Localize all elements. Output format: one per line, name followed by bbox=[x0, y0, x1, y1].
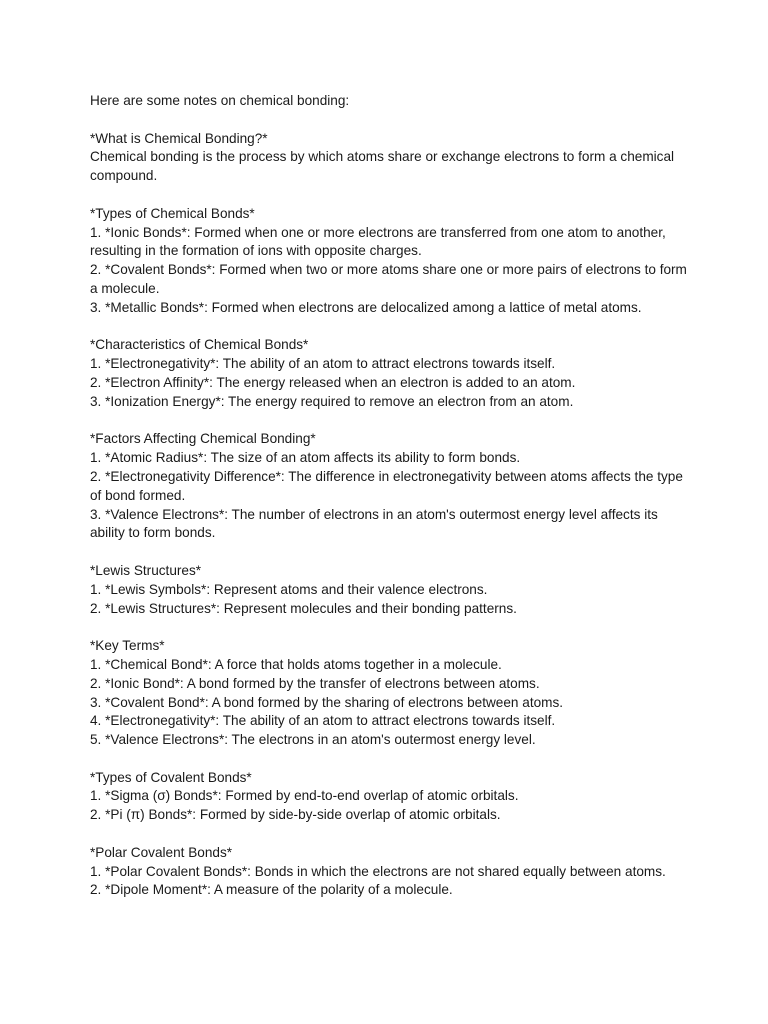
list-item: 2. *Electronegativity Difference*: The difference in electronegativity between atoms affects the type of bond formed. bbox=[90, 468, 683, 503]
list-item: 1. *Electronegativity*: The ability of an atom to attract electrons towards itself. bbox=[90, 356, 556, 372]
list-item: 2. *Covalent Bonds*: Formed when two or more atoms share one or more pairs of electrons to form a molecule. bbox=[90, 262, 687, 296]
document-page bbox=[90, 92, 690, 900]
section-factors-affecting-chemical-bonding bbox=[90, 430, 690, 543]
section-polar-covalent-bonds bbox=[90, 844, 690, 900]
section-key-terms bbox=[90, 637, 690, 750]
list-item: 2. *Dipole Moment*: A measure of the polarity of a molecule. bbox=[90, 882, 453, 898]
list-item: 5. *Valence Electrons*: The electrons in an atom's outermost energy level. bbox=[90, 732, 536, 748]
list-item: 1. *Chemical Bond*: A force that holds atoms together in a molecule. bbox=[90, 656, 502, 672]
section-heading: *Lewis Structures* bbox=[90, 562, 202, 578]
list-item: 1. *Lewis Symbols*: Represent atoms and their valence electrons. bbox=[90, 581, 488, 597]
list-item: 2. *Ionic Bond*: A bond formed by the transfer of electrons between atoms. bbox=[90, 675, 540, 691]
section-lewis-structures bbox=[90, 562, 690, 618]
section-heading: *Characteristics of Chemical Bonds* bbox=[90, 337, 309, 353]
list-item: 2. *Pi (π) Bonds*: Formed by side-by-side overlap of atomic orbitals. bbox=[90, 807, 501, 823]
section-what-is-chemical-bonding bbox=[90, 130, 690, 186]
section-characteristics-of-chemical-bonds bbox=[90, 336, 690, 411]
list-item: 3. *Metallic Bonds*: Formed when electrons are delocalized among a lattice of metal atoms. bbox=[90, 299, 642, 315]
list-item: 1. *Ionic Bonds*: Formed when one or more electrons are transferred from one atom to another, resulting in the formation of ions with opposite charges. bbox=[90, 224, 666, 259]
intro-text: Here are some notes on chemical bonding: bbox=[90, 93, 350, 108]
section-heading: *Key Terms* bbox=[90, 638, 165, 654]
list-item: 3. *Valence Electrons*: The number of electrons in an atom's outermost energy level affects its ability to form bonds. bbox=[90, 506, 658, 541]
section-types-of-covalent-bonds bbox=[90, 769, 690, 825]
list-item: 1. *Polar Covalent Bonds*: Bonds in which the electrons are not shared equally between atoms. bbox=[90, 863, 666, 879]
section-heading: *Types of Covalent Bonds* bbox=[90, 769, 252, 785]
list-item: 2. *Lewis Structures*: Represent molecules and their bonding patterns. bbox=[90, 600, 517, 616]
list-item: 3. *Covalent Bond*: A bond formed by the sharing of electrons between atoms. bbox=[90, 694, 564, 710]
list-item: 1. *Atomic Radius*: The size of an atom affects its ability to form bonds. bbox=[90, 450, 521, 466]
section-heading: *Types of Chemical Bonds* bbox=[90, 205, 255, 221]
section-heading: *Factors Affecting Chemical Bonding* bbox=[90, 431, 316, 447]
section-types-of-chemical-bonds bbox=[90, 205, 690, 318]
list-item: 1. *Sigma (σ) Bonds*: Formed by end-to-end overlap of atomic orbitals. bbox=[90, 788, 519, 804]
list-item: 2. *Electron Affinity*: The energy released when an electron is added to an atom. bbox=[90, 374, 576, 390]
list-item: 4. *Electronegativity*: The ability of an atom to attract electrons towards itself. bbox=[90, 713, 556, 729]
section-heading: *Polar Covalent Bonds* bbox=[90, 844, 233, 860]
section-body: Chemical bonding is the process by which atoms share or exchange electrons to form a chemical compound. bbox=[90, 149, 675, 184]
list-item: 3. *Ionization Energy*: The energy required to remove an electron from an atom. bbox=[90, 393, 574, 409]
section-heading: *What is Chemical Bonding?* bbox=[90, 130, 268, 146]
